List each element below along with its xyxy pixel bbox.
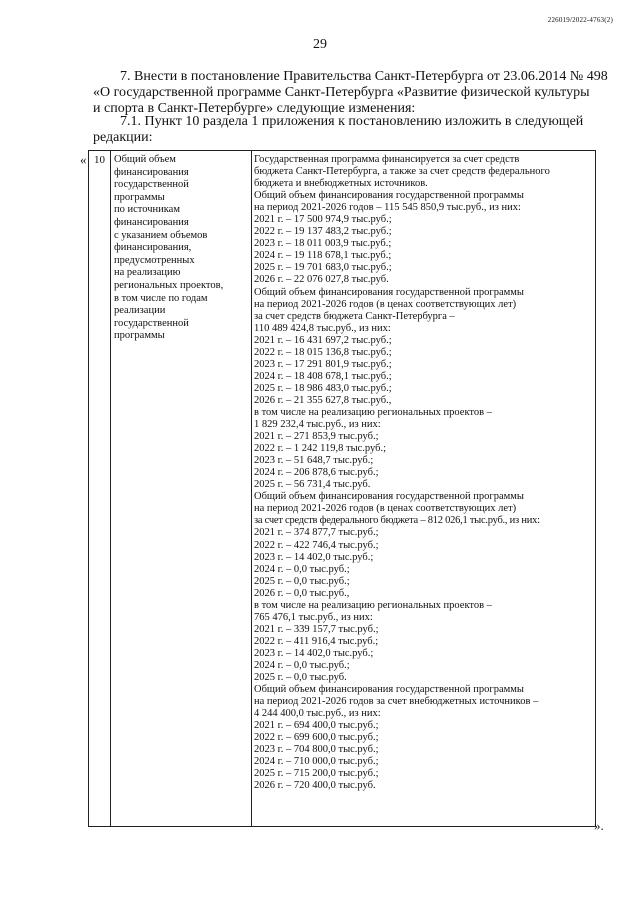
value-line: 2021 г. – 339 157,7 тыс.руб.; bbox=[254, 623, 379, 635]
value-line: 2022 г. – 411 916,4 тыс.руб.; bbox=[254, 635, 379, 647]
paragraph-7-line: «О государственной программе Санкт-Петербурга «Развитие физической культуры bbox=[93, 85, 590, 100]
value-line: 110 489 424,8 тыс.руб., из них: bbox=[254, 322, 391, 334]
paragraph-7-1-line: редакции: bbox=[93, 130, 153, 145]
value-line: 2025 г. – 18 986 483,0 тыс.руб.; bbox=[254, 382, 392, 394]
value-line: 2026 г. – 720 400,0 тыс.руб. bbox=[254, 780, 376, 792]
value-line: 2025 г. – 715 200,0 тыс.руб.; bbox=[254, 768, 379, 780]
value-line: 2021 г. – 374 877,7 тыс.руб.; bbox=[254, 527, 379, 539]
value-line: 2021 г. – 17 500 974,9 тыс.руб.; bbox=[254, 214, 392, 226]
value-line: за счет средств федерального бюджета – 812 026,1 тыс.руб., из них: bbox=[254, 515, 540, 527]
value-line: 2025 г. – 0,0 тыс.руб. bbox=[254, 672, 347, 684]
value-line: 2023 г. – 51 648,7 тыс.руб.; bbox=[254, 455, 374, 467]
label-line: в том числе по годам bbox=[114, 292, 208, 304]
paragraph-7-line: и спорта в Санкт-Петербурге» следующие изменения: bbox=[93, 101, 416, 116]
value-line: на период 2021-2026 годов за счет внебюджетных источников – bbox=[254, 696, 539, 708]
value-line: на период 2021-2026 годов (в ценах соответствующих лет) bbox=[254, 503, 517, 515]
value-line: 2021 г. – 16 431 697,2 тыс.руб.; bbox=[254, 334, 392, 346]
label-line: государственной bbox=[114, 179, 189, 191]
page-number: 29 bbox=[313, 37, 327, 52]
value-line: 2025 г. – 0,0 тыс.руб.; bbox=[254, 575, 350, 587]
value-line: 2021 г. – 694 400,0 тыс.руб.; bbox=[254, 720, 379, 732]
label-line: финансирования, bbox=[114, 242, 192, 254]
label-line: региональных проектов, bbox=[114, 279, 224, 291]
value-line: 2022 г. – 19 137 483,2 тыс.руб.; bbox=[254, 226, 392, 238]
value-line: на период 2021-2026 годов – 115 545 850,9 тыс.руб., из них: bbox=[254, 202, 521, 214]
row-number-cell bbox=[89, 151, 111, 826]
row-number: 10 bbox=[94, 154, 105, 166]
label-line: финансирования bbox=[114, 166, 189, 178]
financing-table bbox=[88, 150, 596, 827]
value-line: 2024 г. – 18 408 678,1 тыс.руб.; bbox=[254, 370, 392, 382]
paragraph-7-1-line: 7.1. Пункт 10 раздела 1 приложения к постановлению изложить в следующей bbox=[120, 114, 584, 129]
value-line: Общий объем финансирования государственной программы bbox=[254, 286, 524, 298]
value-line: 2026 г. – 0,0 тыс.руб., bbox=[254, 587, 350, 599]
document-id: 226019/2022-4763(2) bbox=[547, 16, 613, 24]
value-line: 765 476,1 тыс.руб., из них: bbox=[254, 611, 373, 623]
value-line: 2023 г. – 14 402,0 тыс.руб.; bbox=[254, 647, 374, 659]
value-line: 2021 г. – 271 853,9 тыс.руб.; bbox=[254, 431, 379, 443]
opening-quote: « bbox=[80, 152, 87, 167]
label-cell bbox=[111, 151, 252, 826]
value-line: в том числе на реализацию региональных проектов – bbox=[254, 406, 492, 418]
value-line: 2025 г. – 56 731,4 тыс.руб. bbox=[254, 479, 371, 491]
value-line: 2026 г. – 21 355 627,8 тыс.руб., bbox=[254, 394, 392, 406]
value-line: 2023 г. – 17 291 801,9 тыс.руб.; bbox=[254, 358, 392, 370]
label-line: Общий объем bbox=[114, 154, 176, 165]
value-line: 2022 г. – 699 600,0 тыс.руб.; bbox=[254, 732, 379, 744]
label-line: программы bbox=[114, 191, 165, 203]
value-line: 1 829 232,4 тыс.руб., из них: bbox=[254, 419, 381, 431]
value-line: 2023 г. – 18 011 003,9 тыс.руб.; bbox=[254, 238, 392, 250]
value-cell bbox=[252, 151, 597, 826]
value-line: бюджета Санкт-Петербурга, а также за счет средств федерального bbox=[254, 166, 550, 178]
label-line: на реализацию bbox=[114, 267, 181, 279]
value-line: на период 2021-2026 годов (в ценах соответствующих лет) bbox=[254, 298, 517, 310]
paragraph-7-line: 7. Внести в постановление Правительства Санкт-Петербурга от 23.06.2014 № 498 bbox=[120, 69, 608, 84]
value-line: 2024 г. – 206 878,6 тыс.руб.; bbox=[254, 467, 379, 479]
value-line: 2024 г. – 19 118 678,1 тыс.руб.; bbox=[254, 250, 392, 262]
label-line: государственной bbox=[114, 317, 189, 329]
value-line: 2022 г. – 18 015 136,8 тыс.руб.; bbox=[254, 346, 392, 358]
label-line: программы bbox=[114, 330, 165, 342]
value-line: 2023 г. – 704 800,0 тыс.руб.; bbox=[254, 744, 379, 756]
value-line: 2024 г. – 0,0 тыс.руб.; bbox=[254, 563, 350, 575]
label-line: по источникам bbox=[114, 204, 180, 216]
value-line: бюджета и внебюджетных источников. bbox=[254, 178, 428, 190]
paragraph-7-1 bbox=[93, 114, 611, 146]
value-line: 2024 г. – 0,0 тыс.руб.; bbox=[254, 659, 350, 671]
value-line: Общий объем финансирования государственной программы bbox=[254, 684, 524, 696]
value-line: 2023 г. – 14 402,0 тыс.руб.; bbox=[254, 551, 374, 563]
value-line: в том числе на реализацию региональных проектов – bbox=[254, 599, 492, 611]
value-line: Государственная программа финансируется за счет средств bbox=[254, 154, 520, 165]
value-line: Общий объем финансирования государственной программы bbox=[254, 190, 524, 202]
value-line: 2024 г. – 710 000,0 тыс.руб.; bbox=[254, 756, 379, 768]
value-line: 4 244 400,0 тыс.руб., из них: bbox=[254, 708, 381, 720]
paragraph-7 bbox=[93, 69, 611, 117]
label-line: предусмотренных bbox=[114, 254, 195, 266]
value-line: за счет средств бюджета Санкт-Петербурга – bbox=[254, 310, 455, 322]
label-line: реализации bbox=[114, 305, 166, 317]
label-line: с указанием объемов bbox=[114, 229, 208, 241]
closing-quote: ». bbox=[594, 818, 604, 833]
label-line: финансирования bbox=[114, 216, 189, 228]
value-line: 2026 г. – 22 076 027,8 тыс.руб. bbox=[254, 274, 389, 286]
value-line: Общий объем финансирования государственной программы bbox=[254, 491, 524, 503]
value-line: 2022 г. – 1 242 119,8 тыс.руб.; bbox=[254, 443, 387, 455]
value-line: 2025 г. – 19 701 683,0 тыс.руб.; bbox=[254, 262, 392, 274]
value-line: 2022 г. – 422 746,4 тыс.руб.; bbox=[254, 539, 379, 551]
